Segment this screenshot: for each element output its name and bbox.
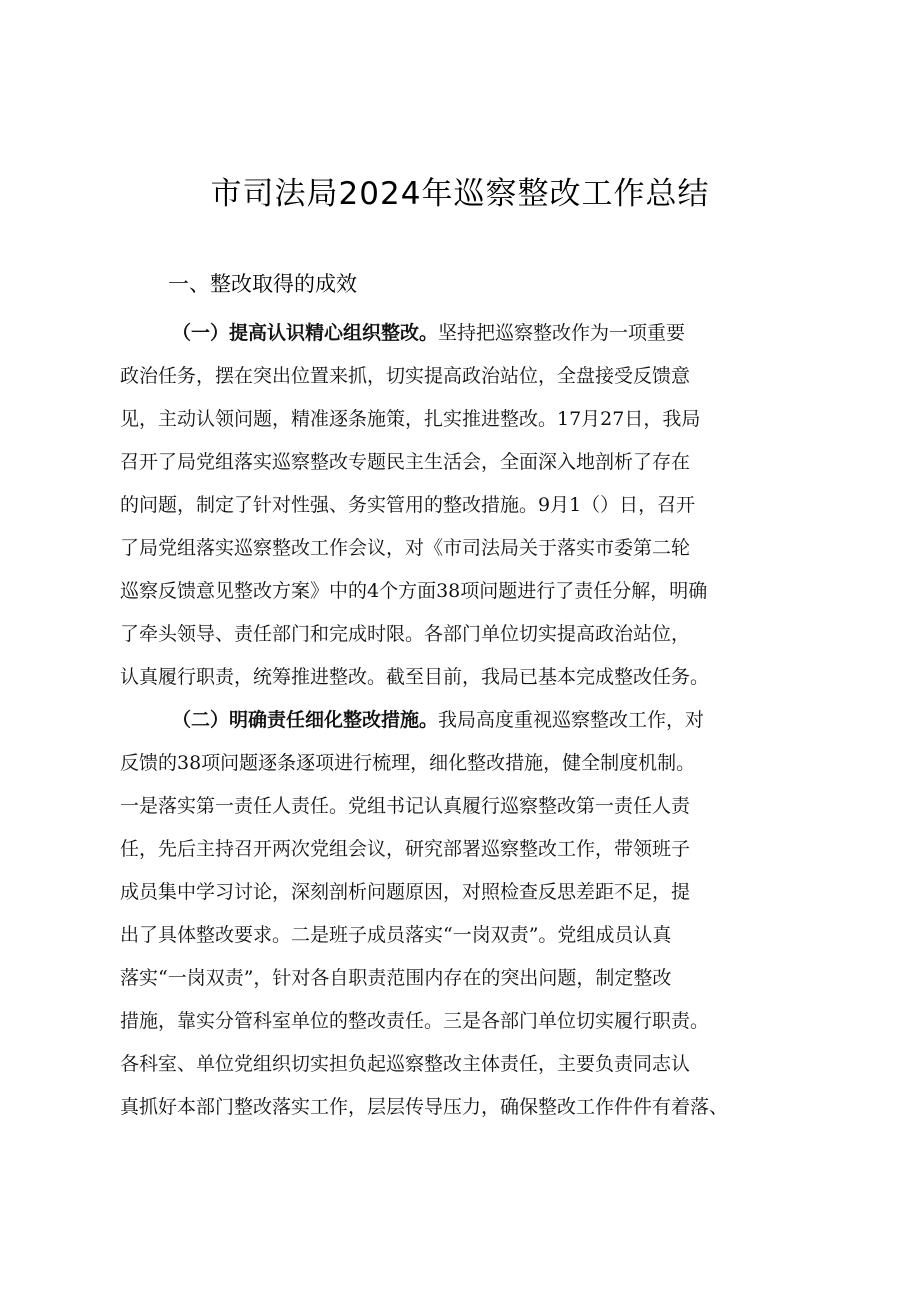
paragraph-line xyxy=(120,828,840,871)
paragraph-line xyxy=(120,398,840,441)
paragraph-lead: （二）明确责任细化整改措施。 xyxy=(172,709,439,731)
paragraph-line xyxy=(120,1043,840,1086)
body-text xyxy=(120,312,840,1129)
paragraph-line xyxy=(120,1000,840,1043)
line-text: 坚持把巡察整改作为一项重要 xyxy=(438,322,686,344)
line-text: 措施，靠实分管科室单位的整改责任。三是各部门单位切实履行职责。 xyxy=(120,1010,710,1032)
paragraph-line xyxy=(120,914,840,957)
line-text: 我局高度重视巡察整改工作，对 xyxy=(438,709,705,731)
paragraph-line xyxy=(120,484,840,527)
line-text: 认真履行职责，统筹推进整改。截至目前，我局已基本完成整改任务。 xyxy=(120,666,710,688)
line-text: 了牵头领导、责任部门和完成时限。各部门单位切实提高政治站位， xyxy=(120,623,691,645)
line-text: 成员集中学习讨论，深刻剖析问题原因，对照检查反思差距不足，提 xyxy=(120,881,691,903)
paragraph-line xyxy=(120,355,840,398)
paragraph-line xyxy=(120,957,840,1000)
document-title: 市司法局2024年巡察整改工作总结 xyxy=(210,176,710,212)
line-text: 一是落实第一责任人责任。党组书记认真履行巡察整改第一责任人责 xyxy=(120,795,691,817)
paragraph-line xyxy=(120,699,840,742)
line-text: 的问题，制定了针对性强、务实管用的整改措施。9月1（）日，召开 xyxy=(120,494,696,516)
paragraph-line xyxy=(120,871,840,914)
line-text: 出了具体整改要求。二是班子成员落实“一岗双责”。党组成员认真 xyxy=(120,924,672,946)
paragraph-line xyxy=(120,570,840,613)
paragraph-lead: （一）提高认识精心组织整改。 xyxy=(172,322,439,344)
paragraph-line xyxy=(120,613,840,656)
paragraph-line xyxy=(120,1086,840,1129)
paragraph-line xyxy=(120,441,840,484)
line-text: 巡察反馈意见整改方案》中的4个方面38项问题进行了责任分解，明确 xyxy=(120,580,708,602)
section-heading: 一、整改取得的成效 xyxy=(168,272,357,296)
line-text: 了局党组落实巡察整改工作会议，对《市司法局关于落实市委第二轮 xyxy=(120,537,691,559)
paragraph-line xyxy=(120,785,840,828)
line-text: 反馈的38项问题逐条逐项进行梳理，细化整改措施，健全制度机制。 xyxy=(120,752,696,774)
paragraph-line xyxy=(120,527,840,570)
line-text: 各科室、单位党组织切实担负起巡察整改主体责任，主要负责同志认 xyxy=(120,1053,691,1075)
line-text: 落实“一岗双责”，针对各自职责范围内存在的突出问题，制定整改 xyxy=(120,967,672,989)
paragraph-line xyxy=(120,312,840,355)
line-text: 见，主动认领问题，精准逐条施策，扎实推进整改。17月27日，我局 xyxy=(120,408,701,430)
line-text: 真抓好本部门整改落实工作，层层传导压力，确保整改工作件件有着落、 xyxy=(120,1096,729,1118)
paragraph-line xyxy=(120,656,840,699)
line-text: 任，先后主持召开两次党组会议，研究部署巡察整改工作，带领班子 xyxy=(120,838,691,860)
line-text: 政治任务，摆在突出位置来抓，切实提高政治站位，全盘接受反馈意 xyxy=(120,365,691,387)
line-text: 召开了局党组落实巡察整改专题民主生活会，全面深入地剖析了存在 xyxy=(120,451,691,473)
paragraph-line xyxy=(120,742,840,785)
